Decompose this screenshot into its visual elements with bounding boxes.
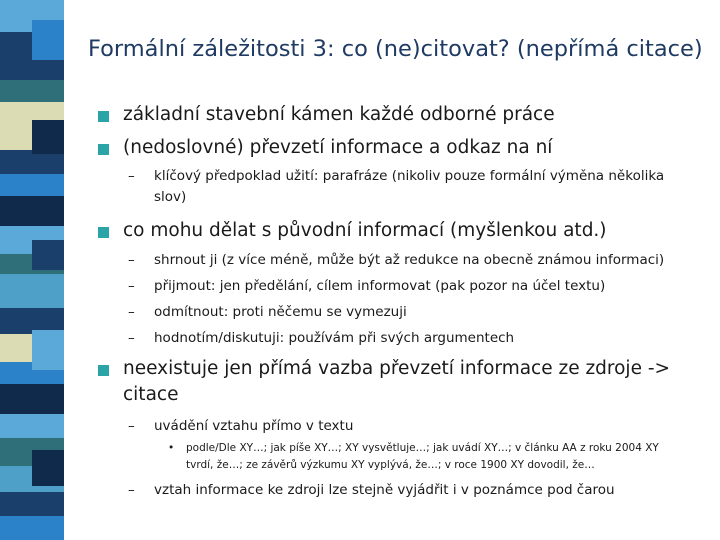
square-bullet-icon [98, 227, 109, 238]
sub-sub-bullet-text: tvrdí, že…; ze závěrů výzkumu XY vyplývá, že…; v roce 1900 XY dovodil, že… [186, 459, 595, 471]
bullet-text: citace [123, 384, 179, 405]
dash-bullet-icon: – [128, 304, 135, 320]
decorative-stripe [0, 0, 64, 540]
dash-bullet-icon: – [128, 482, 135, 498]
dot-bullet-icon: • [168, 442, 175, 454]
stripe-band [0, 414, 64, 438]
dash-bullet-icon: – [128, 330, 135, 346]
bullet-text: neexistuje jen přímá vazba převzetí informace ze zdroje -> [123, 358, 671, 379]
stripe-accent [32, 330, 64, 370]
stripe-band [0, 80, 64, 102]
stripe-accent [32, 450, 64, 486]
stripe-accent [32, 120, 64, 154]
bullet-text: základní stavební kámen každé odborné práce [123, 104, 555, 125]
sub-sub-bullet-text: podle/Dle XY…; jak píše XY…; XY vysvětluje…; jak uvádí XY…; v článku AA z roku 2004 XY [186, 442, 659, 454]
sub-bullet-text: přijmout: jen předělání, cílem informovat (pak pozor na účel textu) [154, 278, 606, 294]
sub-bullet-text: vztah informace ke zdroji lze stejně vyjádřit i v poznámce pod čarou [154, 482, 615, 498]
stripe-accent [32, 20, 64, 60]
stripe-band [0, 174, 64, 196]
stripe-band [0, 196, 64, 226]
stripe-band [0, 274, 64, 308]
bullet-text: co mohu dělat s původní informací (myšlenkou atd.) [123, 220, 607, 241]
sub-bullet-text: hodnotím/diskutuji: používám při svých argumentech [154, 330, 515, 346]
stripe-band [0, 516, 64, 540]
sub-bullet-text: odmítnout: proti něčemu se vymezuji [154, 304, 407, 320]
square-bullet-icon [98, 144, 109, 155]
dash-bullet-icon: – [128, 168, 135, 184]
stripe-band [0, 384, 64, 414]
square-bullet-icon [98, 111, 109, 122]
sub-bullet-text: uvádění vztahu přímo v textu [154, 418, 354, 434]
square-bullet-icon [98, 365, 109, 376]
dash-bullet-icon: – [128, 278, 135, 294]
sub-bullet-text: shrnout ji (z více méně, může být až redukce na obecně známou informaci) [154, 252, 665, 268]
slide-title: Formální záležitosti 3: co (ne)citovat? (nepřímá citace) [88, 36, 703, 62]
stripe-accent [32, 240, 64, 270]
dash-bullet-icon: – [128, 252, 135, 268]
sub-bullet-text: slov) [154, 189, 187, 205]
stripe-band [0, 492, 64, 516]
sub-bullet-text: klíčový předpoklad užití: parafráze (nikoliv pouze formální výměna několika [154, 168, 665, 184]
bullet-text: (nedoslovné) převzetí informace a odkaz na ní [123, 137, 553, 158]
dash-bullet-icon: – [128, 418, 135, 434]
